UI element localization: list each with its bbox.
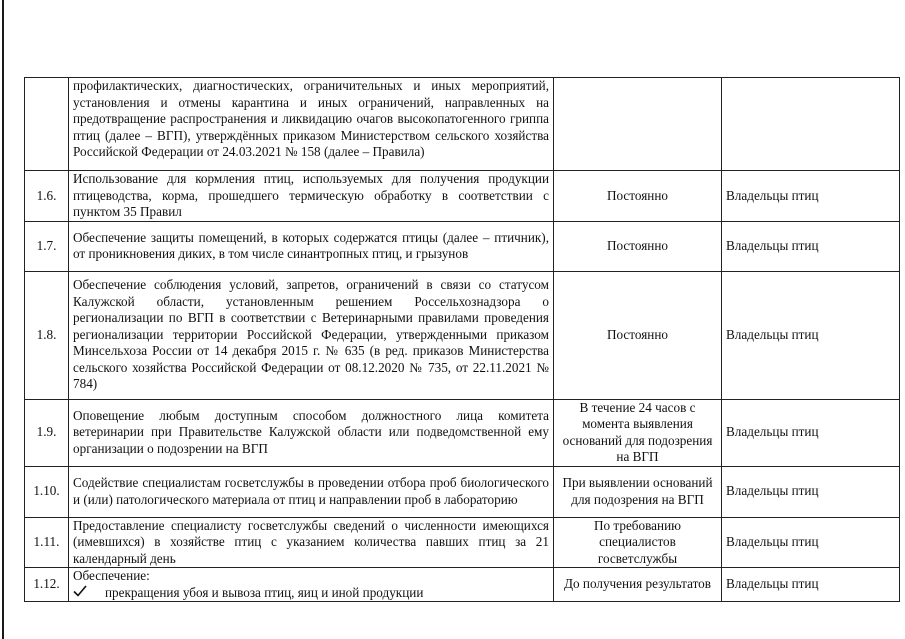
row-number: 1.11. — [25, 517, 69, 568]
table-row — [25, 517, 900, 568]
measures-table — [24, 77, 900, 602]
row-description: профилактических, диагностических, ограничительных и иных мероприятий, установления и отмены карантина и иных ограничений, направленных на предотвращение распространения и ликвидацию очагов высокопатогенного гриппа птиц (далее – ВГП), утверждённых приказом Министерством сельского хозяйства Российской Федерации от 24.03.2021 № 158 (далее – Правила) — [69, 78, 554, 171]
row-description-item — [73, 585, 549, 602]
row-term: В течение 24 часов с момента выявления оснований для подозрения на ВГП — [554, 399, 722, 466]
row-term: При выявлении оснований для подозрения на ВГП — [554, 466, 722, 517]
row-description: Использование для кормления птиц, используемых для получения продукции птицеводства, корма, прошедшего термическую обработку в соответствии с пунктом 35 Правил — [69, 171, 554, 222]
row-description-cell — [69, 568, 554, 602]
row-term: Постоянно — [554, 171, 722, 222]
row-number: 1.12. — [25, 568, 69, 602]
row-term: По требованию специалистов госветслужбы — [554, 517, 722, 568]
row-term: Постоянно — [554, 221, 722, 271]
table-row — [25, 271, 900, 399]
row-responsible: Владельцы птиц — [722, 568, 900, 602]
row-responsible: Владельцы птиц — [722, 517, 900, 568]
checkmark-icon — [73, 585, 91, 602]
row-description-item-text: прекращения убоя и вывоза птиц, яиц и иной продукции — [105, 584, 424, 600]
table-row — [25, 568, 900, 602]
row-number: 1.9. — [25, 399, 69, 466]
table-row — [25, 466, 900, 517]
row-description: Обеспечение соблюдения условий, запретов, ограничений в связи со статусом Калужской области, установленным решением Россельхознадзора о регионализации по ВГП в соответствии с Ветеринарными правилами проведения регионализации территории Российской Федерации, утвержденными приказом Минсельхоза России от 14 декабря 2015 г. № 635 (в ред. приказов Министерства сельского хозяйства Российской Федерации от 08.12.2020 № 735, от 22.11.2021 № 784) — [69, 271, 554, 399]
row-responsible: Владельцы птиц — [722, 399, 900, 466]
row-description: Содействие специалистам госветслужбы в проведении отбора проб биологического и (или) патологического материала от птиц и направлении проб в лабораторию — [69, 466, 554, 517]
row-number — [25, 78, 69, 171]
row-term: До получения результатов — [554, 568, 722, 602]
row-description: Оповещение любым доступным способом должностного лица комитета ветеринарии при Правительстве Калужской области или подведомственной ему организации о подозрении на ВГП — [69, 399, 554, 466]
row-term — [554, 78, 722, 171]
table-row — [25, 399, 900, 466]
table-row — [25, 171, 900, 222]
row-number: 1.7. — [25, 221, 69, 271]
row-responsible: Владельцы птиц — [722, 466, 900, 517]
page-left-edge-line — [2, 0, 4, 639]
row-description: Обеспечение защиты помещений, в которых содержатся птицы (далее – птичник), от проникновения диких, в том числе синантропных птиц, и грызунов — [69, 221, 554, 271]
row-number: 1.10. — [25, 466, 69, 517]
row-responsible: Владельцы птиц — [722, 271, 900, 399]
row-responsible: Владельцы птиц — [722, 221, 900, 271]
row-description: Предоставление специалисту госветслужбы сведений о численности имеющихся (имевшихся) в хозяйстве птиц с указанием количества павших птиц за 21 календарный день — [69, 517, 554, 568]
row-number: 1.6. — [25, 171, 69, 222]
table-row — [25, 221, 900, 271]
row-term: Постоянно — [554, 271, 722, 399]
row-responsible — [722, 78, 900, 171]
row-description: Обеспечение: — [73, 568, 150, 583]
row-responsible: Владельцы птиц — [722, 171, 900, 222]
table-row — [25, 78, 900, 171]
row-number: 1.8. — [25, 271, 69, 399]
